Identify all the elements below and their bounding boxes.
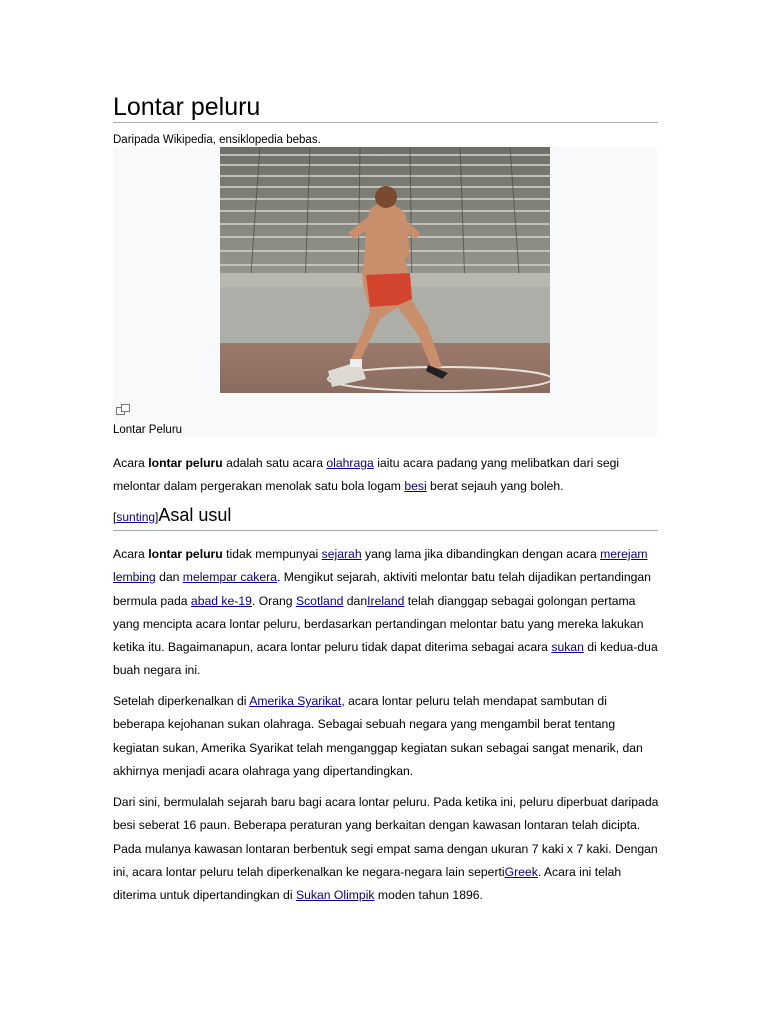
link-abad-ke-19[interactable]: abad ke-19: [190, 593, 252, 608]
link-sukan[interactable]: sukan: [551, 640, 584, 655]
link-greek[interactable]: Greek: [504, 864, 538, 879]
link-merejam-lembing[interactable]: merejam lembing: [113, 547, 648, 585]
athlete-throwing-shot-put-photo[interactable]: [220, 147, 550, 393]
intro-paragraph: Acara lontar peluru adalah satu acara olahraga iaitu acara padang yang melibatkan dari segi melontar dalam pergerakan menolak satu bola logam besi berat sejauh yang boleh.: [113, 456, 620, 494]
photo-illustration: [220, 147, 550, 393]
enlarge-icon[interactable]: [116, 404, 130, 415]
edit-section-link[interactable]: sunting: [116, 510, 156, 524]
bold-term: lontar peluru: [148, 456, 223, 470]
link-melempar-cakera[interactable]: melempar cakera: [182, 570, 277, 585]
site-tagline: Daripada Wikipedia, ensiklopedia bebas.: [113, 134, 321, 146]
link-sukan-olimpik[interactable]: Sukan Olimpik: [295, 888, 375, 903]
section-title: Asal usul: [158, 505, 232, 525]
link-olahraga[interactable]: olahraga: [326, 456, 374, 470]
bold-term: lontar peluru: [148, 547, 223, 561]
link-sejarah[interactable]: sejarah: [321, 547, 362, 561]
infobox-figure: [113, 147, 657, 437]
history-paragraph-1: Acara lontar peluru tidak mempunyai sejarah yang lama jika dibandingkan dengan acara merejam lembing dan melempar cakera. Mengikut sejarah, aktiviti melontar batu telah dijadikan pertandingan bermula pada abad ke-19. Orang Scotland danIreland telah dianggap sebagai golongan pertama yang mencipta acara lontar peluru, berdasarkan pertandingan melontar batu yang mereka lakukan ketika itu. Bagaimanapun, acara lontar peluru tidak dapat diterima sebagai acara sukan di kedua-dua buah negara ini.: [113, 547, 658, 678]
history-paragraph-3: Dari sini, bermulalah sejarah baru bagi acara lontar peluru. Pada ketika ini, peluru diperbuat daripada besi seberat 16 paun. Beberapa peraturan yang berkaitan dengan kawasan lontaran telah dicipta. Pada mulanya kawasan lontaran berbentuk segi empat sama dengan ukuran 7 kaki x 7 kaki. Dengan ini, acara lontar peluru telah diperkenalkan ke negara-negara lain sepertiGreek. Acara ini telah diterima untuk dipertandingkan di Sukan Olimpik moden tahun 1896.: [113, 795, 659, 903]
link-amerika-syarikat[interactable]: Amerika Syarikat: [249, 694, 342, 708]
link-ireland[interactable]: Ireland: [367, 593, 405, 608]
section-edit: [sunting]: [113, 510, 159, 524]
figure-caption: Lontar Peluru: [113, 424, 183, 436]
link-besi[interactable]: besi: [404, 479, 427, 494]
link-scotland[interactable]: Scotland: [295, 593, 344, 608]
history-paragraph-2: Setelah diperkenalkan di Amerika Syarikat, acara lontar peluru telah mendapat sambutan di beberapa kejohanan sukan olahraga. Sebagai sebuah negara yang mengambil berat tentang kegiatan sukan, Amerika Syarikat telah menganggap kegiatan sukan sebagai sangat menarik, dan akhirnya menjadi acara olahraga yang dipertandingkan.: [113, 694, 643, 778]
page-title: Lontar peluru: [113, 92, 658, 123]
section-heading-asal-usul: [113, 503, 658, 531]
